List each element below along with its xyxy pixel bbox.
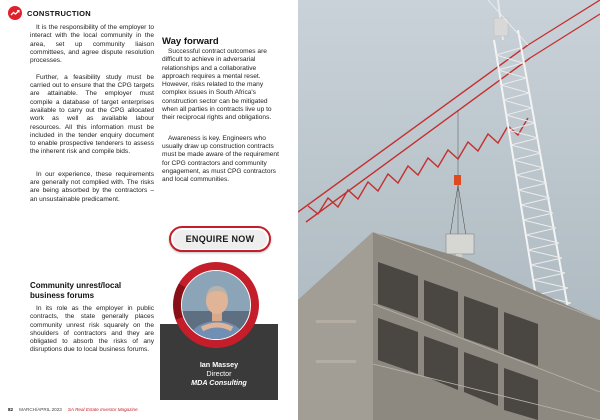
community-heading: Community unrest/local business forums	[30, 281, 122, 300]
profile-company: MDA Consulting	[191, 378, 247, 387]
paragraph: Awareness is key. Engineers who usually draw up construction contracts must be made aware of the requirement for CPG contractors and community engagement, as must CPG contractors and local communities.	[162, 134, 279, 184]
page-number: 82	[8, 407, 14, 412]
article-page	[0, 0, 298, 420]
crane-hook	[454, 175, 461, 185]
profile-name: Ian Massey	[199, 360, 239, 369]
magazine-name: SA Real Estate Investor Magazine	[67, 407, 138, 412]
construction-photo	[298, 0, 600, 420]
concrete-bucket	[446, 234, 474, 254]
community-paragraph: In its role as the employer in public contracts, the state generally places community unrest risk squarely on the shoulders of contractors and they are obligated to absorb the risks of any disruptions due to local business forums.	[30, 305, 154, 354]
issue-date: MARCH/APRIL 2023	[19, 407, 62, 412]
profile-title: Director	[206, 369, 232, 378]
way-forward-heading: Way forward	[162, 36, 219, 47]
profile-photo	[181, 270, 251, 340]
paragraph: Further, a feasibility study must be carried out to ensure that the CPG targets are attainable. The employer must compile a database of target enterprises available to carry out the CPG allocated work as well as available labour resources. All this information must be included in the tender enquiry document to enable prospective tenderers to assess the inherent risk and compile bids.	[30, 73, 154, 156]
enquire-button-face	[173, 230, 267, 249]
enquire-now-button[interactable]	[169, 226, 271, 252]
section-label: CONSTRUCTION	[27, 8, 92, 18]
profile-info	[160, 360, 278, 387]
enquire-label: ENQUIRE NOW	[185, 234, 255, 244]
paragraph: Successful contract outcomes are difficult to achieve in adversarial relationships and a collaborative approach requires a mental reset. However, risks related to the many complex issues in South Africa's construction sector can be mitigated when all parties in contracts live up to their reciprocal rights and obligations.	[162, 48, 272, 122]
right-column	[162, 26, 284, 193]
paragraph: In our experience, these requirements are generally not complied with. The risks are being absorbed by the contractors – an unsustainable predicament.	[30, 170, 154, 203]
paragraph: It is the responsibility of the employer to interact with the local community in the area, set up community liaison committees, and agree dispute resolution processes.	[30, 24, 154, 65]
section-header	[8, 6, 91, 20]
trend-chart-icon	[8, 6, 22, 20]
left-column	[30, 24, 154, 212]
page-footer	[8, 407, 138, 412]
